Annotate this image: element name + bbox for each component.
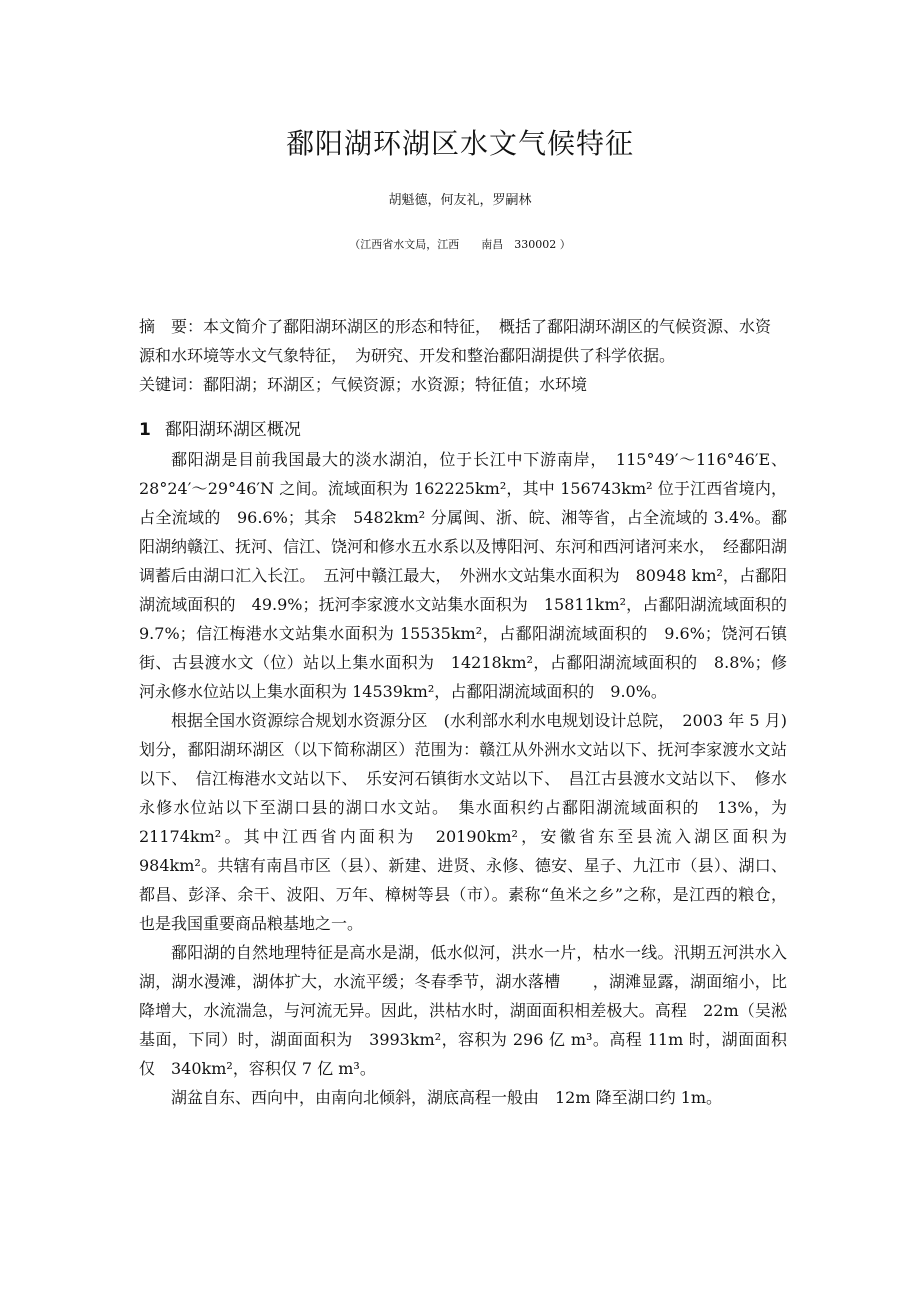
keywords-text: 鄱阳湖；环湖区；气候资源；水资源；特征值；水环境 bbox=[203, 375, 588, 394]
keywords bbox=[139, 370, 787, 399]
paper-title: 鄱阳湖环湖区水文气候特征 bbox=[285, 127, 634, 160]
abstract-text: 本文简介了鄱阳湖环湖区的形态和特征， 概括了鄱阳湖环湖区的气候资源、水资源和水环境等水文气象特征， 为研究、开发和整治鄱阳湖提供了科学依据。 bbox=[139, 317, 772, 365]
paragraph: 鄱阳湖的自然地理特征是高水是湖，低水似河，洪水一片，枯水一线。汛期五河洪水入湖，湖水漫滩，湖体扩大，水流平缓；冬春季节，湖水落槽 ，湖滩显露，湖面缩小，比降增大，水流湍急，与河流无异。因此，洪枯水时，湖面面积相差极大。高程 22m（吴淞基面，下同）时，湖面面积为 3993km²，容积为 296 亿 m³。高程 11m 时，湖面面积仅 340km²，容积仅 7 亿 m³。 bbox=[139, 943, 787, 1078]
paragraph: 鄱阳湖是目前我国最大的淡水湖泊，位于长江中下游南岸， 115°49′～116°46′E、28°24′～29°46′N 之间。流域面积为 162225km²，其中 156743km² 位于江西省境内，占全流域的 96.6%；其余 5482km² 分属闽、浙、皖、湘等省，占全流域的 3.4%。鄱阳湖纳赣江、抚河、信江、饶河和修水五水系以及博阳河、东河和西河诸河来水， 经鄱阳湖调蓄后由湖口汇入长江。 五河中赣江最大， 外洲水文站集水面积为 80948 km²，占鄱阳湖流域面积的 49.9%；抚河李家渡水文站集水面积为 15811km²，占鄱阳湖流域面积的 9.7%；信江梅港水文站集水面积为 15535km²，占鄱阳湖流域面积的 9.6%；饶河石镇街、古县渡水文（位）站以上集水面积为 14218km²，占鄱阳湖流域面积的 8.8%；修河永修水位站以上集水面积为 14539km²，占鄱阳湖流域面积的 9.0%。 bbox=[139, 450, 804, 701]
abstract bbox=[139, 312, 787, 370]
section-heading bbox=[139, 416, 787, 445]
paragraph: 根据全国水资源综合规划水资源分区 (水利部水利水电规划设计总院， 2003 年 5 月)划分，鄱阳湖环湖区（以下简称湖区）范围为：赣江从外洲水文站以下、抚河李家渡水文站以下、 信江梅港水文站以下、 乐安河石镇街水文站以下、 昌江古县渡水文站以下、 修水永修水位站以下至湖口县的湖口水文站。 集水面积约占鄱阳湖流域面积的 13%，为 21174km²。其中江西省内面积为 20190km²，安徽省东至县流入湖区面积为 984km²。共辖有南昌市区（县）、新建、进贤、永修、德安、星子、九江市（县）、湖口、都昌、彭泽、余干、波阳、万年、樟树等县（市）。素称“鱼米之乡”之称，是江西的粮仓，也是我国重要商品粮基地之一。 bbox=[139, 711, 804, 933]
paragraph: 湖盆自东、西向中，由南向北倾斜，湖底高程一般由 12m 降至湖口约 1m。 bbox=[171, 1088, 723, 1107]
author-list: 胡魁德，何友礼，罗嗣林 bbox=[388, 193, 532, 208]
section-number: 1 bbox=[139, 420, 151, 440]
keywords-label: 关键词： bbox=[139, 375, 204, 394]
abstract-label: 摘 要： bbox=[139, 317, 204, 336]
paper-body bbox=[139, 312, 804, 1112]
section-title: 鄱阳湖环湖区概况 bbox=[164, 420, 301, 440]
affiliation: （江西省水文局，江西 南昌 330002 ） bbox=[349, 238, 571, 251]
